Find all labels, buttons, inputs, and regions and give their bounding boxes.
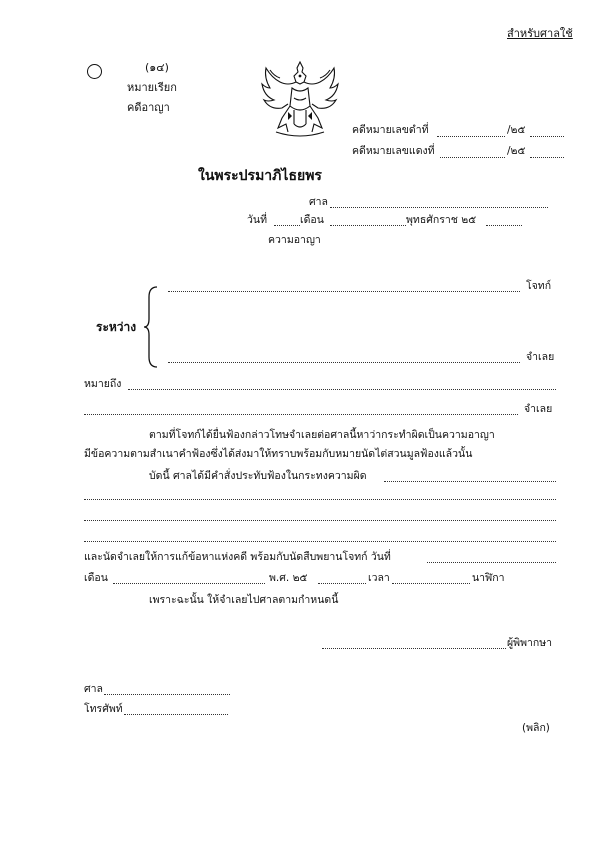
paragraph-1-line-2: มีข้อความตามสำเนาคำฟ้องซึ่งได้ส่งมาให้ทราบพร้อมกับหมายนัดไต่สวนมูลฟ้องแล้วนั้น bbox=[84, 448, 473, 460]
plaintiff-label: โจทก์ bbox=[526, 280, 552, 292]
offense-field-2[interactable] bbox=[84, 499, 556, 500]
offense-field-1[interactable] bbox=[384, 481, 556, 482]
paragraph-3: และนัดจำเลยให้การแก้ข้อหาแห่งคดี พร้อมกับนัดสืบพยานโจทก์ วันที่ bbox=[84, 551, 391, 563]
black-case-year-field[interactable] bbox=[530, 136, 564, 137]
paragraph-1-line-1: ตามที่โจทก์ได้ยื่นฟ้องกล่าวโทษจำเลยต่อศาลนี้หาว่ากระทำผิดเป็นความอาญา bbox=[149, 429, 495, 441]
red-case-number-field[interactable] bbox=[440, 157, 505, 158]
judge-signature-field[interactable] bbox=[322, 648, 506, 649]
red-case-year-field[interactable] bbox=[530, 157, 564, 158]
red-case-label: คดีหมายเลขแดงที่ bbox=[352, 145, 435, 157]
hearing-month-field[interactable] bbox=[113, 583, 265, 584]
footer-court-label: ศาล bbox=[84, 683, 103, 695]
date-field[interactable] bbox=[274, 225, 300, 226]
case-nature: ความอาญา bbox=[268, 234, 321, 246]
clock-label: นาฬิกา bbox=[472, 572, 505, 584]
summons-to-field[interactable] bbox=[128, 389, 556, 390]
case-type: คดีอาญา bbox=[127, 101, 170, 114]
court-label: ศาล bbox=[309, 196, 328, 208]
judge-label: ผู้พิพากษา bbox=[507, 637, 553, 649]
brace-icon bbox=[143, 285, 159, 369]
offense-field-4[interactable] bbox=[84, 541, 556, 542]
court-use-label: สำหรับศาลใช้ bbox=[507, 27, 573, 40]
hearing-date-field[interactable] bbox=[427, 562, 556, 563]
hearing-year-field[interactable] bbox=[318, 583, 366, 584]
footer-phone-label: โทรศัพท์ bbox=[84, 703, 123, 715]
summons-to-label: หมายถึง bbox=[84, 378, 122, 390]
hearing-time-label: เวลา bbox=[368, 572, 390, 584]
black-case-number-field[interactable] bbox=[437, 136, 505, 137]
month-label: เดือน bbox=[300, 214, 324, 226]
defendant-label: จำเลย bbox=[526, 351, 555, 363]
era-label: พุทธศักราช ๒๕ bbox=[406, 214, 477, 226]
form-number: (๑๔) bbox=[145, 61, 169, 74]
summons-defendant-field[interactable] bbox=[84, 414, 518, 415]
black-case-year-prefix: /๒๕ bbox=[507, 124, 526, 136]
court-name-field[interactable] bbox=[330, 207, 548, 208]
paragraph-4: เพราะฉะนั้น ให้จำเลยไปศาลตามกำหนดนี้ bbox=[149, 594, 339, 606]
summons-defendant-label: จำเลย bbox=[524, 403, 553, 415]
hearing-month-label: เดือน bbox=[84, 572, 108, 584]
paragraph-2: บัดนี้ ศาลได้มีคำสั่งประทับฟ้องในกระทงความผิด bbox=[149, 470, 367, 482]
turn-over-label: (พลิก) bbox=[522, 722, 550, 734]
garuda-emblem-icon bbox=[258, 58, 342, 140]
between-label: ระหว่าง bbox=[96, 320, 137, 334]
offense-field-3[interactable] bbox=[84, 520, 556, 521]
plaintiff-name-field[interactable] bbox=[168, 291, 520, 292]
footer-court-field[interactable] bbox=[104, 694, 230, 695]
circle-icon bbox=[87, 64, 102, 79]
year-field[interactable] bbox=[486, 225, 522, 226]
date-label: วันที่ bbox=[247, 214, 267, 226]
hearing-time-field[interactable] bbox=[392, 583, 470, 584]
footer-phone-field[interactable] bbox=[124, 714, 228, 715]
black-case-label: คดีหมายเลขดำที่ bbox=[352, 124, 429, 136]
defendant-name-field[interactable] bbox=[168, 362, 520, 363]
document-title: หมายเรียก bbox=[127, 81, 177, 94]
month-field[interactable] bbox=[330, 225, 406, 226]
royal-title: ในพระปรมาภิไธยพร bbox=[198, 168, 322, 184]
red-case-year-prefix: /๒๕ bbox=[507, 145, 526, 157]
hearing-year-label: พ.ศ. ๒๕ bbox=[269, 572, 308, 584]
